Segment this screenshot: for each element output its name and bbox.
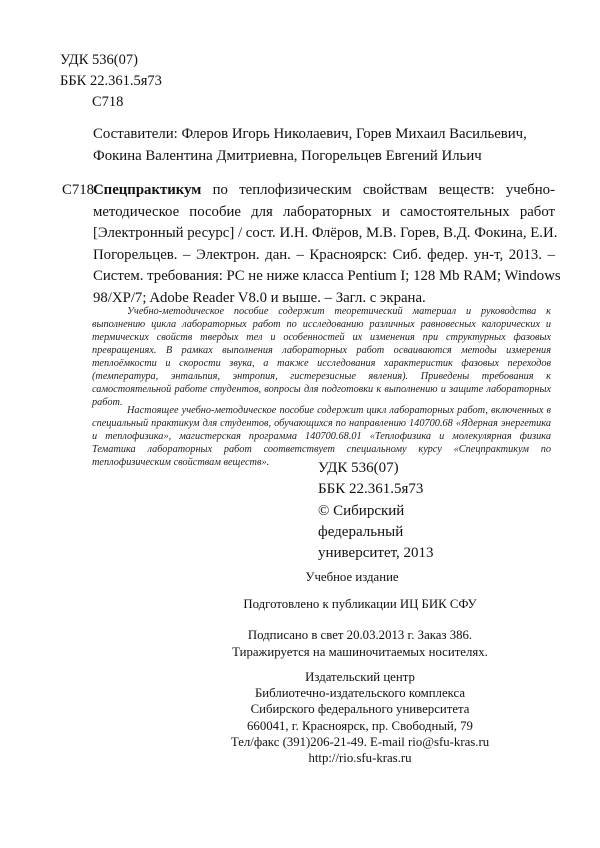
abstract-paragraph-1 bbox=[92, 305, 551, 409]
abstract-line: теплофизическим свойствам веществ». bbox=[92, 457, 270, 468]
distribution-note: Тиражируется на машиночитаемых носителях. bbox=[232, 645, 488, 659]
copyright-line-1: © Сибирский bbox=[318, 502, 405, 519]
publisher-website: http://rio.sfu-kras.ru bbox=[308, 751, 412, 765]
publisher-university: Сибирского федерального университета bbox=[250, 702, 470, 716]
abstract-line: (температура, энтальпия, энтропия, гистерезисные явления). Приведены требования к bbox=[92, 371, 551, 382]
abstract-line: термических свойств твердых тел и особенностей их изменения при структурных фазовых bbox=[92, 332, 551, 343]
edition-type: Учебное издание bbox=[305, 570, 399, 584]
abstract-line: выполнению цикла лабораторных работ по исследованию различных равновесных калорических и bbox=[92, 319, 551, 330]
abstract-line: Тематика лабораторных работ соответствует специальному курсу «Спецпрактикум по bbox=[92, 444, 551, 455]
bib-author-mark: С718 bbox=[62, 182, 95, 198]
bib-line-4: Погорельцев. – Электрон. дан. – Красноярск: Сиб. федер. ун-т, 2013. – bbox=[93, 246, 555, 263]
copyright-line-3: университет, 2013 bbox=[318, 545, 434, 562]
udk-code: УДК 536(07) bbox=[60, 52, 138, 68]
copyright-line-2: федеральный bbox=[318, 523, 404, 540]
bib-title: Спецпрактикум bbox=[93, 182, 202, 198]
abstract-line: теплоёмкости и скорости звука, а также исследования характеристик фазовых переходов bbox=[92, 358, 551, 369]
author-mark: С718 bbox=[92, 94, 124, 110]
abstract-line: превращениях. В рамках выполнения лабораторных работ осваиваются методы измерения bbox=[92, 345, 551, 356]
signed-date: Подписано в свет 20.03.2013 г. Заказ 386. bbox=[247, 628, 473, 642]
bbk-code-repeat: ББК 22.361.5я73 bbox=[318, 481, 424, 498]
bib-line-6: 98/XP/7; Adobe Reader V8.0 и выше. – Загл. с экрана. bbox=[93, 289, 426, 306]
abstract-line: работ. bbox=[92, 397, 123, 408]
abstract-line: Настоящее учебно-методическое пособие содержит цикл лабораторных работ, включенных в bbox=[127, 405, 551, 416]
bib-line-5: Систем. требования: PC не ниже класса Pentium I; 128 Mb RAM; Windows bbox=[93, 268, 561, 284]
publisher-division: Библиотечно-издательского комплекса bbox=[254, 686, 466, 700]
publisher-contact: Тел/факс (391)206-21-49. E-mail rio@sfu-kras.ru bbox=[230, 735, 490, 749]
bib-title-rest: по теплофизическим свойствам веществ: учебно- bbox=[201, 182, 555, 198]
publisher-name: Издательский центр bbox=[305, 670, 415, 684]
abstract-line: и теплофизика», магистерская программа 140700.68.01 «Теплофизика и молекулярная физика bbox=[92, 431, 551, 442]
bib-line-3: [Электронный ресурс] / сост. И.Н. Флёров, М.В. Горев, В.Д. Фокина, Е.И. bbox=[93, 225, 558, 241]
abstract-line: специальный практикум для студентов, обучающихся по направлению 140700.68 «Ядерная энергетика bbox=[92, 418, 551, 429]
publisher-address: 660041, г. Красноярск, пр. Свободный, 79 bbox=[247, 719, 473, 733]
compilers-line-1: Составители: Флеров Игорь Николаевич, Горев Михаил Васильевич, bbox=[93, 126, 527, 142]
abstract-line: Учебно-методическое пособие содержит теоретический материал и руководства к bbox=[127, 306, 551, 317]
bbk-code: ББК 22.361.5я73 bbox=[60, 73, 162, 89]
udk-copyright-block bbox=[318, 458, 434, 564]
udk-code-repeat: УДК 536(07) bbox=[318, 460, 399, 476]
abstract-line: самостоятельной работе студентов, вопросы для подготовки к выполнению и защите лабораторных bbox=[92, 384, 551, 395]
compilers-line-2: Фокина Валентина Дмитриевна, Погорельцев Евгений Ильич bbox=[93, 148, 482, 164]
bib-line-1 bbox=[93, 180, 555, 202]
bib-line-2: методическое пособие для лабораторных и самостоятельных работ bbox=[93, 203, 555, 220]
prepared-by: Подготовлено к публикации ИЦ БИК СФУ bbox=[243, 597, 477, 611]
